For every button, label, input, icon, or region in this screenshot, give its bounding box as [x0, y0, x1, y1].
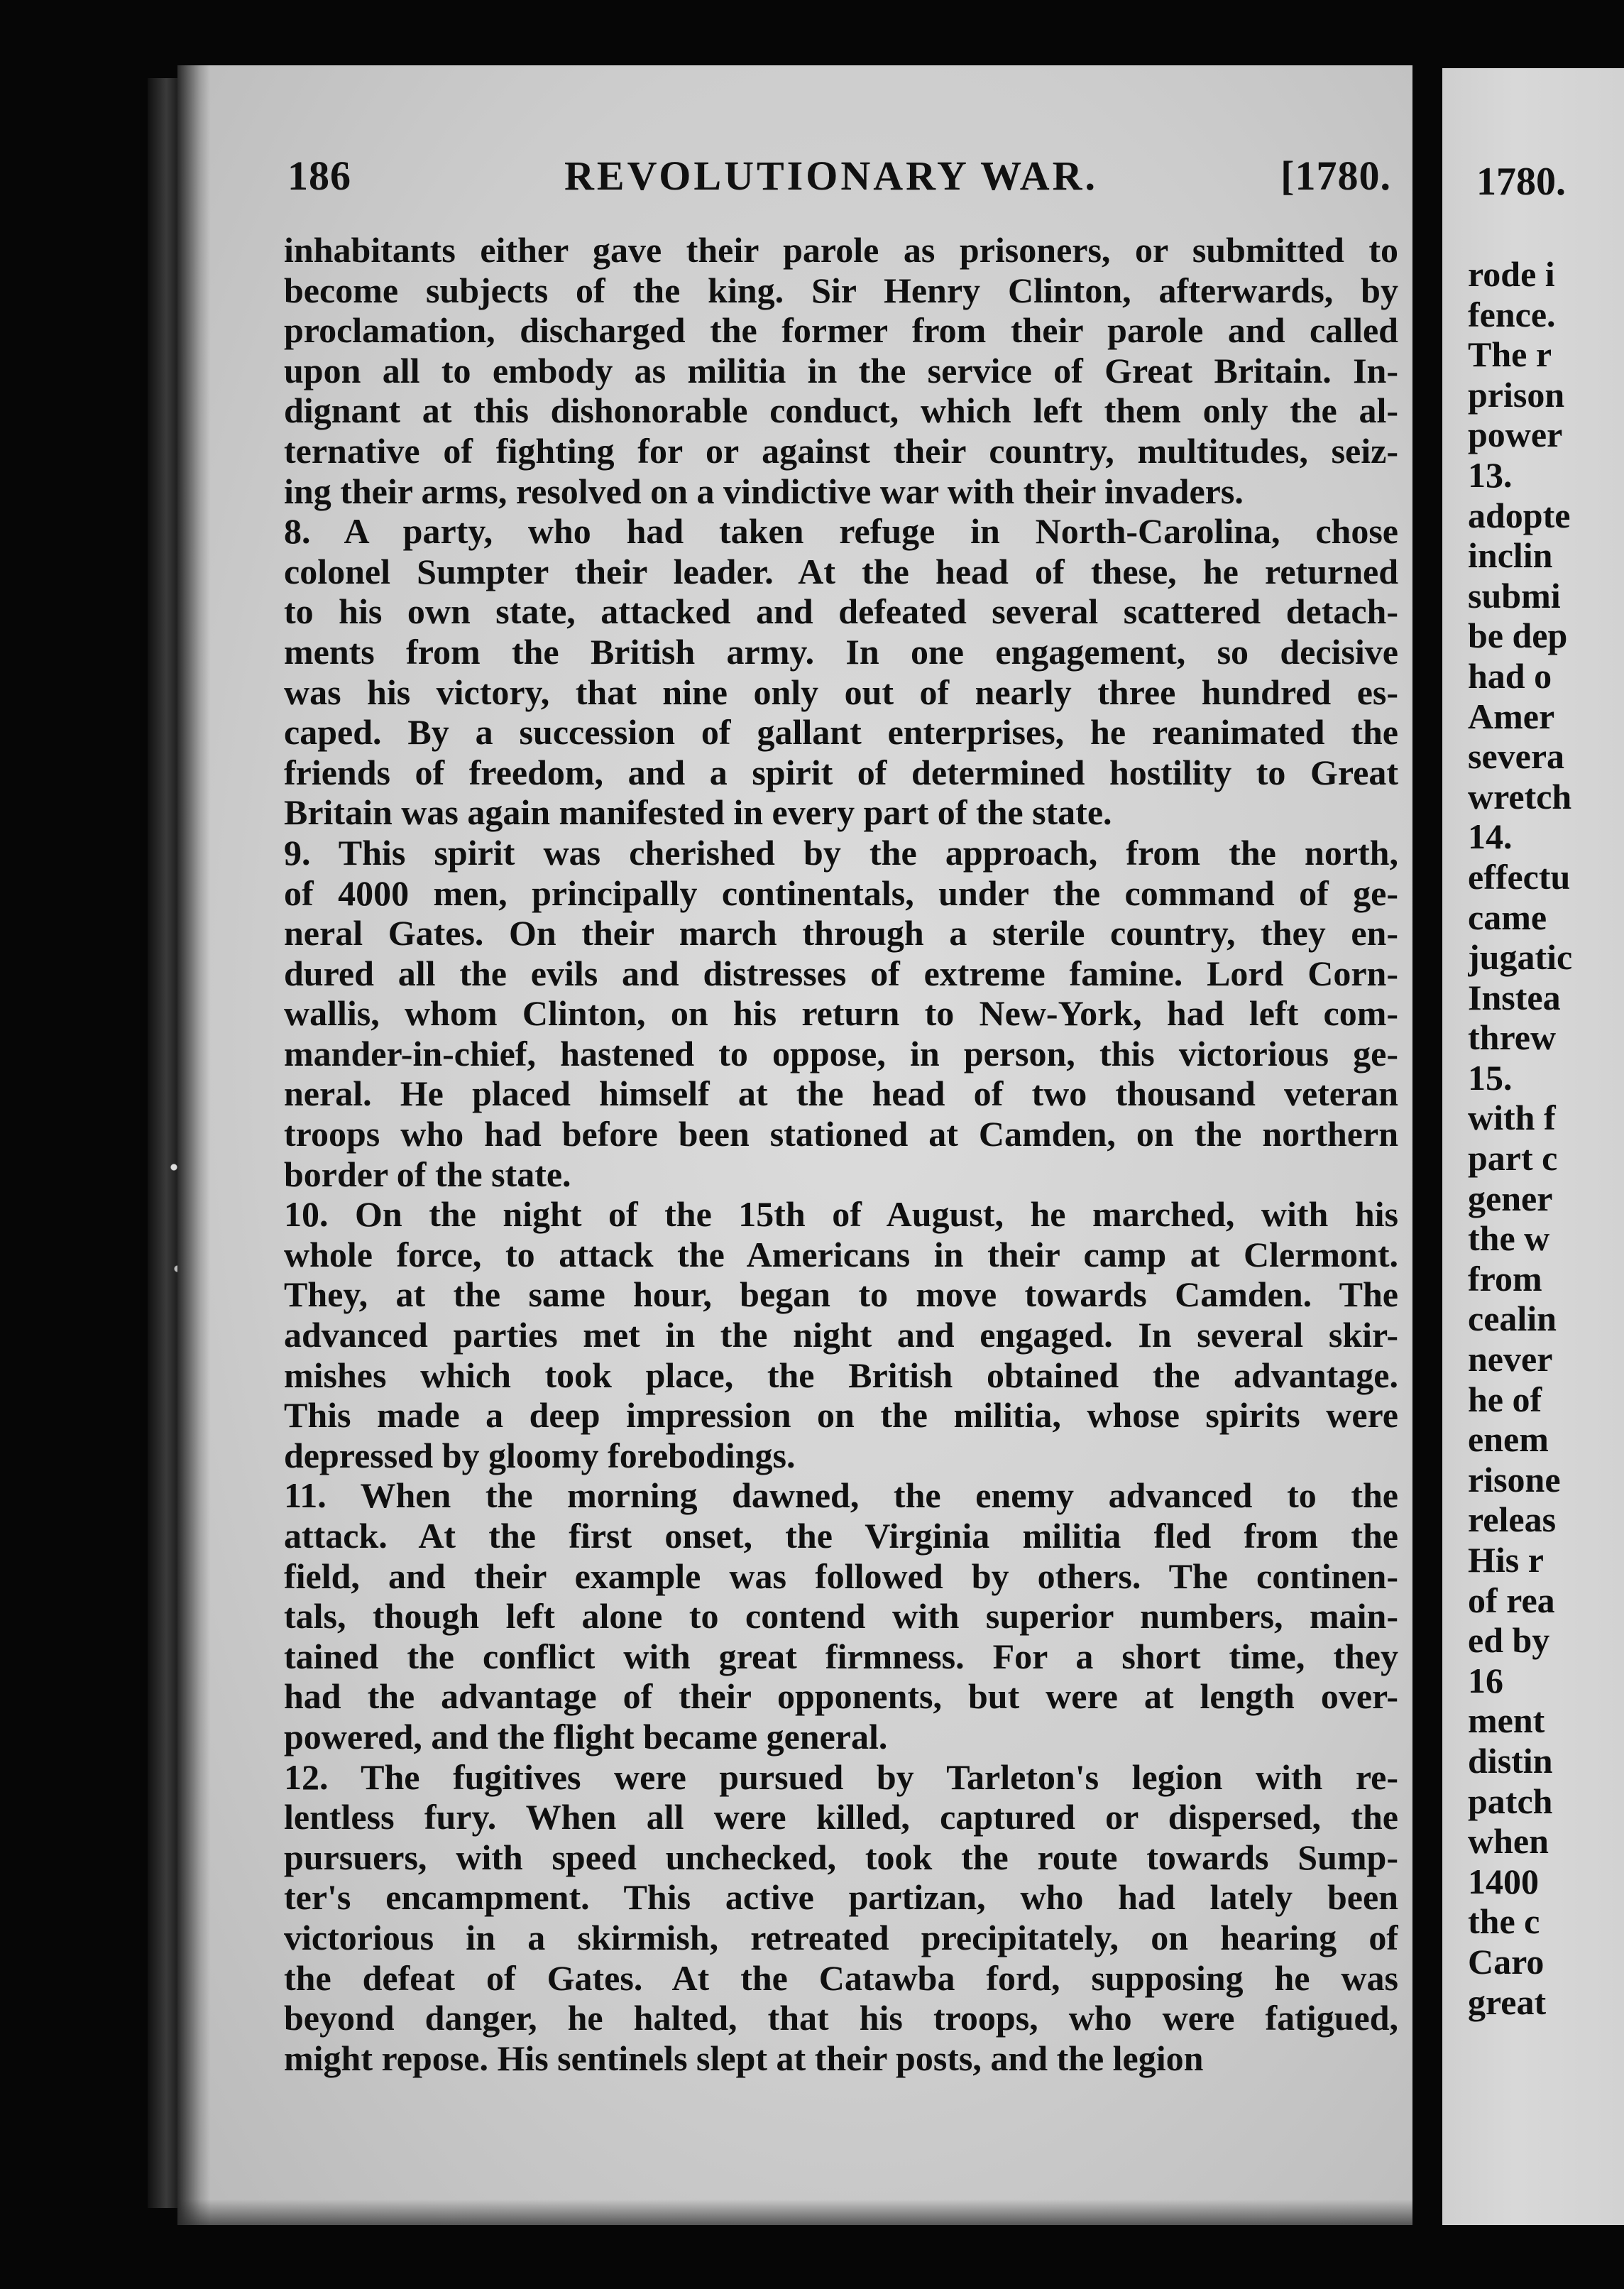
text-line: with f — [1468, 1098, 1556, 1138]
text-line: mander-in-chief, hastened to oppose, in person, this victorious ge- — [284, 1033, 1398, 1074]
text-line: victorious in a skirmish, retreated precipitately, on hearing of — [284, 1917, 1398, 1957]
text-line: proclamation, discharged the former from their parole and called — [284, 310, 1398, 351]
text-line: ed by — [1468, 1620, 1550, 1661]
text-line: upon all to embody as militia in the service of Great Britain. In- — [284, 350, 1398, 390]
text-line: whole force, to attack the Americans in their camp at Clermont. — [284, 1234, 1398, 1274]
text-line: ing their arms, resolved on a vindictive war with their invaders. — [284, 471, 1244, 511]
text-line: part c — [1468, 1138, 1558, 1179]
text-line: 8. A party, who had taken refuge in North-Carolina, chose — [284, 511, 1398, 552]
text-line: never — [1468, 1339, 1553, 1380]
facing-running-year: 1780. — [1476, 160, 1566, 204]
text-line: dured all the evils and distresses of extreme famine. Lord Corn- — [284, 953, 1398, 993]
text-line: colonel Sumpter their leader. At the head of these, he returned — [284, 551, 1398, 591]
text-line: caped. By a succession of gallant enterprises, he reanimated the — [284, 712, 1398, 753]
running-title: REVOLUTIONARY WAR. — [564, 153, 1098, 199]
text-line: when — [1468, 1821, 1549, 1862]
text-line: gener — [1468, 1178, 1553, 1218]
text-line: the c — [1468, 1901, 1540, 1942]
text-line: 9. This spirit was cherished by the approach, from the north, — [284, 832, 1398, 873]
text-line: severa — [1468, 736, 1565, 777]
text-line: enem — [1468, 1419, 1549, 1460]
text-line: pursuers, with speed unchecked, took the route towards Sump- — [284, 1837, 1398, 1877]
text-line: came — [1468, 897, 1547, 937]
text-line: risone — [1468, 1459, 1561, 1499]
text-line: power — [1468, 415, 1563, 455]
text-line: Instea — [1468, 977, 1561, 1017]
text-line: attack. At the first onset, the Virginia militia fled from the — [284, 1516, 1398, 1556]
text-line: inclin — [1468, 535, 1553, 576]
text-line: They, at the same hour, began to move towards Camden. The — [284, 1274, 1398, 1315]
text-line: ments from the British army. In one engagement, so decisive — [284, 631, 1398, 672]
text-line: powered, and the flight became general. — [284, 1716, 888, 1757]
text-line: 15. — [1468, 1057, 1513, 1098]
text-line: tals, though left alone to contend with superior numbers, main- — [284, 1596, 1398, 1637]
text-line: ment — [1468, 1700, 1545, 1741]
text-line: neral. He placed himself at the head of two thousand veteran — [284, 1074, 1398, 1114]
text-line: of 4000 men, principally continentals, under the command of ge- — [284, 873, 1398, 913]
text-line: cealin — [1468, 1299, 1557, 1339]
page-body-text — [284, 230, 1398, 2078]
text-line: become subjects of the king. Sir Henry Clinton, afterwards, by — [284, 270, 1398, 310]
text-line: The r — [1468, 334, 1552, 375]
text-line: advanced parties met in the night and engaged. In several skir- — [284, 1315, 1398, 1355]
text-line: 16 — [1468, 1660, 1503, 1700]
text-line: effectu — [1468, 856, 1571, 897]
page-number: 186 — [287, 153, 351, 199]
text-line: border of the state. — [284, 1154, 571, 1194]
text-line: might repose. His sentinels slept at their posts, and the legion — [284, 2038, 1204, 2078]
text-line: the defeat of Gates. At the Catawba ford, supposing he was — [284, 1957, 1398, 1998]
text-line: beyond danger, he halted, that his troops, who were fatigued, — [284, 1998, 1398, 2038]
text-line: prison — [1468, 374, 1565, 415]
text-line: dignant at this dishonorable conduct, which left them only the al- — [284, 390, 1398, 431]
text-line: His r — [1468, 1540, 1544, 1580]
text-line: ter's encampment. This active partizan, who had lately been — [284, 1877, 1398, 1918]
text-line: adopte — [1468, 495, 1571, 535]
facing-page-fragment — [1442, 68, 1624, 2225]
text-line: This made a deep impression on the militia, whose spirits were — [284, 1395, 1398, 1436]
text-line: neral Gates. On their march through a sterile country, they en- — [284, 913, 1398, 954]
text-line: 14. — [1468, 816, 1513, 857]
text-line: releas — [1468, 1499, 1557, 1540]
text-line: distin — [1468, 1740, 1553, 1781]
text-line: Britain was again manifested in every part of the state. — [284, 792, 1112, 833]
text-line: fence. — [1468, 294, 1556, 334]
text-line: troops who had before been stationed at Camden, on the northern — [284, 1114, 1398, 1154]
page-bottom-shadow — [177, 2200, 1412, 2225]
text-line: the w — [1468, 1218, 1550, 1259]
text-line: jugatic — [1468, 937, 1573, 978]
text-line: 11. When the morning dawned, the enemy advanced to the — [284, 1475, 1398, 1516]
text-line: wretch — [1468, 776, 1572, 816]
text-line: had the advantage of their opponents, but were at length over- — [284, 1676, 1398, 1717]
text-line: mishes which took place, the British obtained the advantage. — [284, 1355, 1398, 1395]
text-line: 12. The fugitives were pursued by Tarleton's legion with re- — [284, 1757, 1398, 1797]
text-line: 13. — [1468, 454, 1513, 495]
text-line: be dep — [1468, 616, 1568, 656]
text-line: rode i — [1468, 254, 1555, 294]
text-line: wallis, whom Clinton, on his return to New-York, had left com- — [284, 993, 1398, 1034]
text-line: had o — [1468, 655, 1552, 696]
text-line: ternative of fighting for or against their country, multitudes, seiz- — [284, 430, 1398, 471]
text-line: inhabitants either gave their parole as prisoners, or submitted to — [284, 230, 1398, 270]
left-page — [177, 65, 1412, 2225]
text-line: Caro — [1468, 1941, 1545, 1982]
text-line: submi — [1468, 575, 1561, 616]
text-line: threw — [1468, 1017, 1557, 1058]
text-line: 1400 — [1468, 1861, 1539, 1901]
text-line: to his own state, attacked and defeated several scattered detach- — [284, 591, 1398, 632]
text-line: field, and their example was followed by others. The continen- — [284, 1556, 1398, 1596]
text-line: great — [1468, 1982, 1547, 2022]
text-line: patch — [1468, 1781, 1553, 1821]
gutter-shadow — [177, 65, 210, 2225]
text-line: was his victory, that nine only out of nearly three hundred es- — [284, 672, 1398, 712]
text-line: tained the conflict with great firmness. For a short time, they — [284, 1636, 1398, 1676]
running-year: [1780. — [1280, 153, 1391, 199]
text-line: he of — [1468, 1379, 1542, 1419]
text-line: 10. On the night of the 15th of August, he marched, with his — [284, 1194, 1398, 1235]
text-line: of rea — [1468, 1580, 1555, 1620]
text-line: lentless fury. When all were killed, captured or dispersed, the — [284, 1797, 1398, 1837]
text-line: from — [1468, 1258, 1542, 1299]
text-line: depressed by gloomy forebodings. — [284, 1435, 796, 1475]
text-line: friends of freedom, and a spirit of determined hostility to Great — [284, 752, 1398, 792]
facing-page-text — [1468, 254, 1572, 2022]
text-line: Amer — [1468, 696, 1555, 736]
running-head — [287, 152, 1391, 209]
